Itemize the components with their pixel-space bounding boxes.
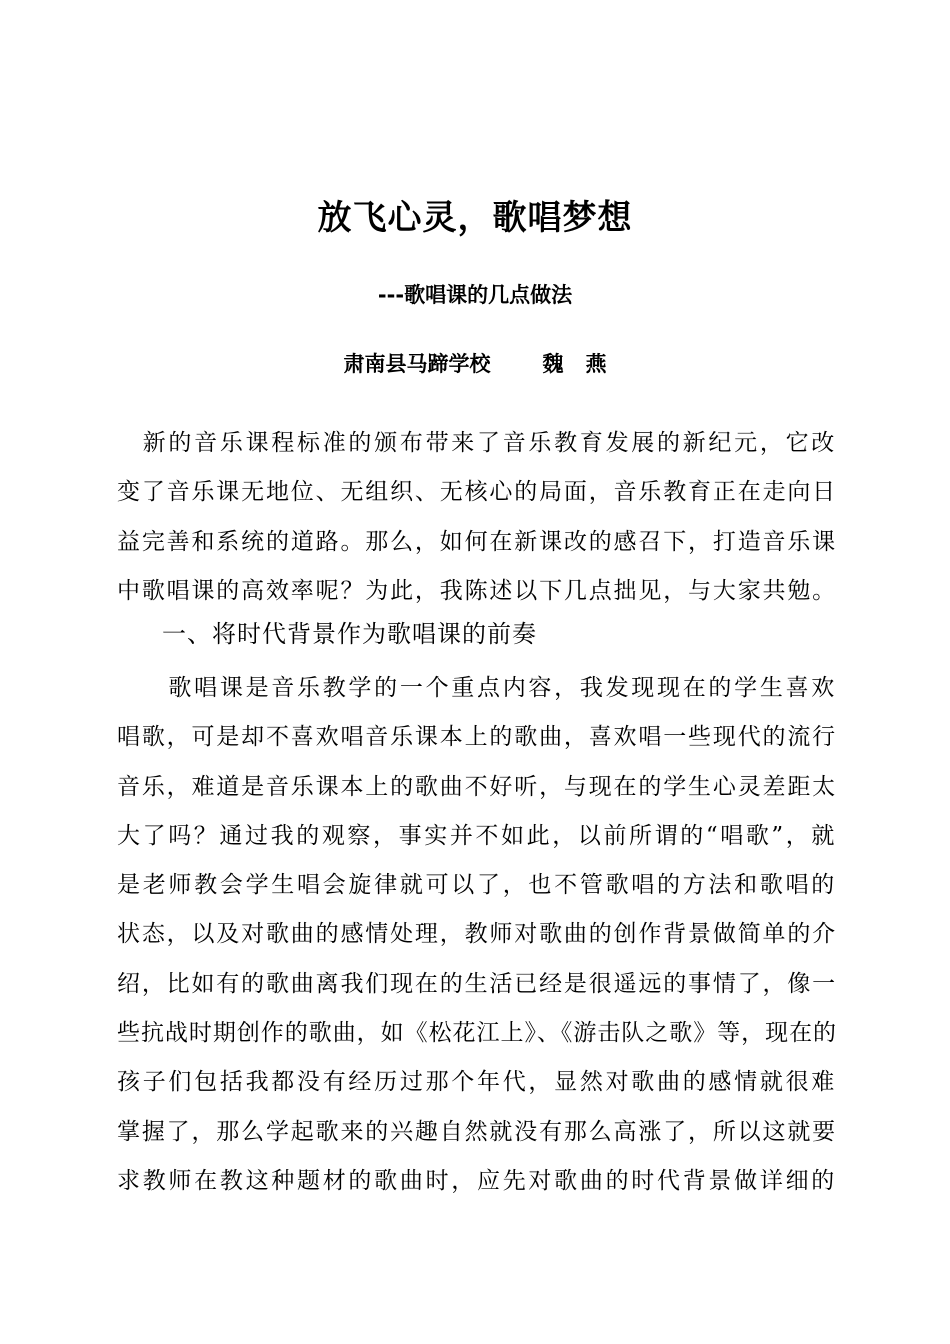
paragraph-line: 孩子们包括我都没有经历过那个年代，显然对歌曲的感情就很难 [117, 1069, 837, 1096]
author-line [0, 349, 950, 379]
paragraph-line: 求教师在教这种题材的歌曲时，应先对歌曲的时代背景做详细的 [117, 1167, 837, 1194]
paragraph-line: 绍，比如有的歌曲离我们现在的生活已经是很遥远的事情了，像一 [117, 970, 837, 997]
paragraph-line: 歌唱课是音乐教学的一个重点内容，我发现现在的学生喜欢 [117, 675, 837, 701]
paragraph-line: 新的音乐课程标准的颁布带来了音乐教育发展的新纪元，它改 [117, 430, 837, 456]
paragraph-line: 些抗战时期创作的歌曲，如《松花江上》、《游击队之歌》等，现在的 [117, 1020, 837, 1047]
section1-paragraph [117, 664, 837, 1206]
section-heading: 一、将时代背景作为歌唱课的前奏 [162, 620, 537, 648]
intro-paragraph [117, 419, 837, 616]
paragraph-line: 音乐，难道是音乐课本上的歌曲不好听，与现在的学生心灵差距太 [117, 773, 837, 800]
paragraph-line: 唱歌，可是却不喜欢唱音乐课本上的歌曲，喜欢唱一些现代的流行 [117, 724, 837, 751]
paragraph-line: 是老师教会学生唱会旋律就可以了，也不管歌唱的方法和歌唱的 [117, 872, 837, 899]
author-name: 魏燕 [542, 352, 629, 376]
school-name: 肃南县马蹄学校 [343, 352, 491, 376]
paragraph-line: 变了音乐课无地位、无组织、无核心的局面，音乐教育正在走向日 [117, 479, 837, 506]
paragraph-line: 大了吗？通过我的观察，事实并不如此，以前所谓的“唱歌”，就 [117, 822, 837, 849]
paragraph-line: 状态，以及对歌曲的感情处理，教师对歌曲的创作背景做简单的介 [117, 921, 837, 948]
paragraph-line: 掌握了，那么学起歌来的兴趣自然就没有那么高涨了，所以这就要 [117, 1118, 837, 1145]
document-title: 放飞心灵，歌唱梦想 [317, 198, 633, 238]
paragraph-line: 益完善和系统的道路。那么，如何在新课改的感召下，打造音乐课 [117, 528, 837, 555]
document-subtitle: ---歌唱课的几点做法 [377, 283, 573, 307]
paragraph-line: 中歌唱课的高效率呢？为此，我陈述以下几点拙见，与大家共勉。 [117, 577, 837, 604]
